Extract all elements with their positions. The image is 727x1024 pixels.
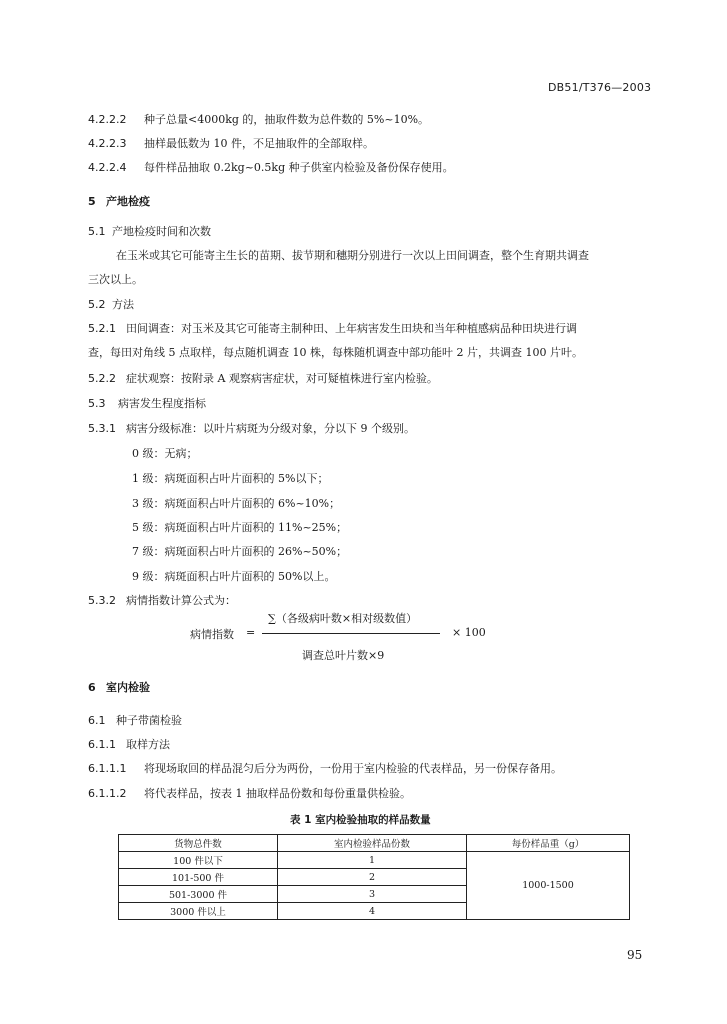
section-5-3-heading: 5.3 病害发生程度指标 bbox=[88, 397, 206, 410]
section-5-1-heading: 5.1 产地检疫时间和次数 bbox=[88, 225, 211, 238]
cell-count: 101-500 件 bbox=[119, 869, 278, 886]
grade-0: 0 级：无病； bbox=[132, 447, 198, 460]
cell-count: 501-3000 件 bbox=[119, 886, 278, 903]
cell-samples: 3 bbox=[278, 886, 467, 903]
page-number: 95 bbox=[627, 948, 643, 962]
grade-7: 7 级：病斑面积占叶片面积的 26%~50%； bbox=[132, 545, 348, 558]
clause-5-2-1-continued: 查，每田对角线 5 点取样，每点随机调查 10 株，每株随机调查中部功能叶 2 片，共调查 100 片叶。 bbox=[88, 346, 583, 359]
table-row bbox=[119, 852, 630, 869]
formula-numerator: ∑（各级病叶数×相对级数值） bbox=[268, 612, 418, 625]
grade-5: 5 级：病斑面积占叶片面积的 11%~25%； bbox=[132, 521, 348, 534]
section-5-heading: 5 产地检疫 bbox=[88, 195, 150, 208]
formula-denominator: 调查总叶片数×9 bbox=[302, 649, 385, 662]
clause-number: 4.2.2.4 bbox=[88, 161, 127, 174]
document-code: DB51/T376—2003 bbox=[548, 81, 652, 94]
header-sample-count: 室内检验样品份数 bbox=[278, 835, 467, 852]
clause-5-3-1 bbox=[88, 420, 415, 436]
paragraph-5-1-line1: 在玉米或其它可能寄主生长的苗期、拔节期和穗期分别进行一次以上田间调查，整个生育期共调查 bbox=[116, 249, 589, 262]
cell-weight: 1000-1500 bbox=[467, 852, 630, 920]
clause-text: 抽样最低数为 10 件，不足抽取件的全部取样。 bbox=[144, 137, 374, 150]
clause-number: 5.3.1 bbox=[88, 422, 116, 435]
clause-text: 将现场取回的样品混匀后分为两份，一份用于室内检验的代表样品，另一份保存备用。 bbox=[144, 762, 562, 775]
clause-text: 种子总量<4000kg 的，抽取件数为总件数的 5%~10%。 bbox=[144, 113, 430, 126]
clause-number: 5.2.1 bbox=[88, 322, 116, 335]
header-total-count: 货物总件数 bbox=[119, 835, 278, 852]
clause-6-1-1: 6.1.1 取样方法 bbox=[88, 738, 170, 751]
clause-number: 4.2.2.3 bbox=[88, 137, 127, 150]
clause-text: 症状观察：按附录 A 观察病害症状，对可疑植株进行室内检验。 bbox=[126, 372, 438, 385]
clause-text: 田间调查：对玉米及其它可能寄主制种田、上年病害发生田块和当年种植感病品种田块进行调 bbox=[126, 322, 577, 335]
clause-4-2-2-4 bbox=[88, 159, 454, 175]
grade-1: 1 级：病斑面积占叶片面积的 5%以下； bbox=[132, 472, 329, 485]
fraction-bar bbox=[262, 633, 440, 634]
clause-number: 4.2.2.2 bbox=[88, 113, 127, 126]
grade-3: 3 级：病斑面积占叶片面积的 6%~10%； bbox=[132, 497, 341, 510]
clause-number: 6.1.1.2 bbox=[88, 787, 127, 800]
clause-number: 5.2.2 bbox=[88, 372, 116, 385]
cell-samples: 1 bbox=[278, 852, 467, 869]
sample-quantity-table bbox=[118, 834, 630, 920]
table-caption: 表 1 室内检验抽取的样品数量 bbox=[290, 814, 431, 826]
clause-text: 每件样品抽取 0.2kg~0.5kg 种子供室内检验及备份保存使用。 bbox=[144, 161, 454, 174]
clause-4-2-2-2 bbox=[88, 111, 429, 127]
grade-9: 9 级：病斑面积占叶片面积的 50%以上。 bbox=[132, 570, 336, 583]
clause-text: 病情指数计算公式为： bbox=[126, 594, 236, 607]
section-6-1-heading: 6.1 种子带菌检验 bbox=[88, 714, 182, 727]
formula-lhs: 病情指数 bbox=[190, 628, 234, 641]
cell-count: 100 件以下 bbox=[119, 852, 278, 869]
clause-6-1-1-1 bbox=[88, 760, 562, 776]
clause-number: 6.1.1.1 bbox=[88, 762, 127, 775]
clause-6-1-1-2 bbox=[88, 785, 411, 801]
clause-5-3-2 bbox=[88, 592, 236, 608]
clause-text: 病害分级标准：以叶片病斑为分级对象，分以下 9 个级别。 bbox=[126, 422, 415, 435]
cell-count: 3000 件以上 bbox=[119, 903, 278, 920]
cell-samples: 4 bbox=[278, 903, 467, 920]
clause-4-2-2-3 bbox=[88, 135, 374, 151]
clause-5-2-2 bbox=[88, 370, 438, 386]
cell-samples: 2 bbox=[278, 869, 467, 886]
header-sample-weight: 每份样品重（g） bbox=[467, 835, 630, 852]
section-6-heading: 6 室内检验 bbox=[88, 681, 150, 694]
clause-text: 将代表样品，按表 1 抽取样品份数和每份重量供检验。 bbox=[144, 787, 411, 800]
formula-equals: = bbox=[246, 626, 256, 639]
paragraph-5-1-line2: 三次以上。 bbox=[88, 273, 143, 286]
section-5-2-heading: 5.2 方法 bbox=[88, 298, 134, 311]
clause-number: 5.3.2 bbox=[88, 594, 116, 607]
formula-multiplier: × 100 bbox=[452, 626, 486, 639]
table-header-row bbox=[119, 835, 630, 852]
clause-5-2-1 bbox=[88, 320, 577, 336]
